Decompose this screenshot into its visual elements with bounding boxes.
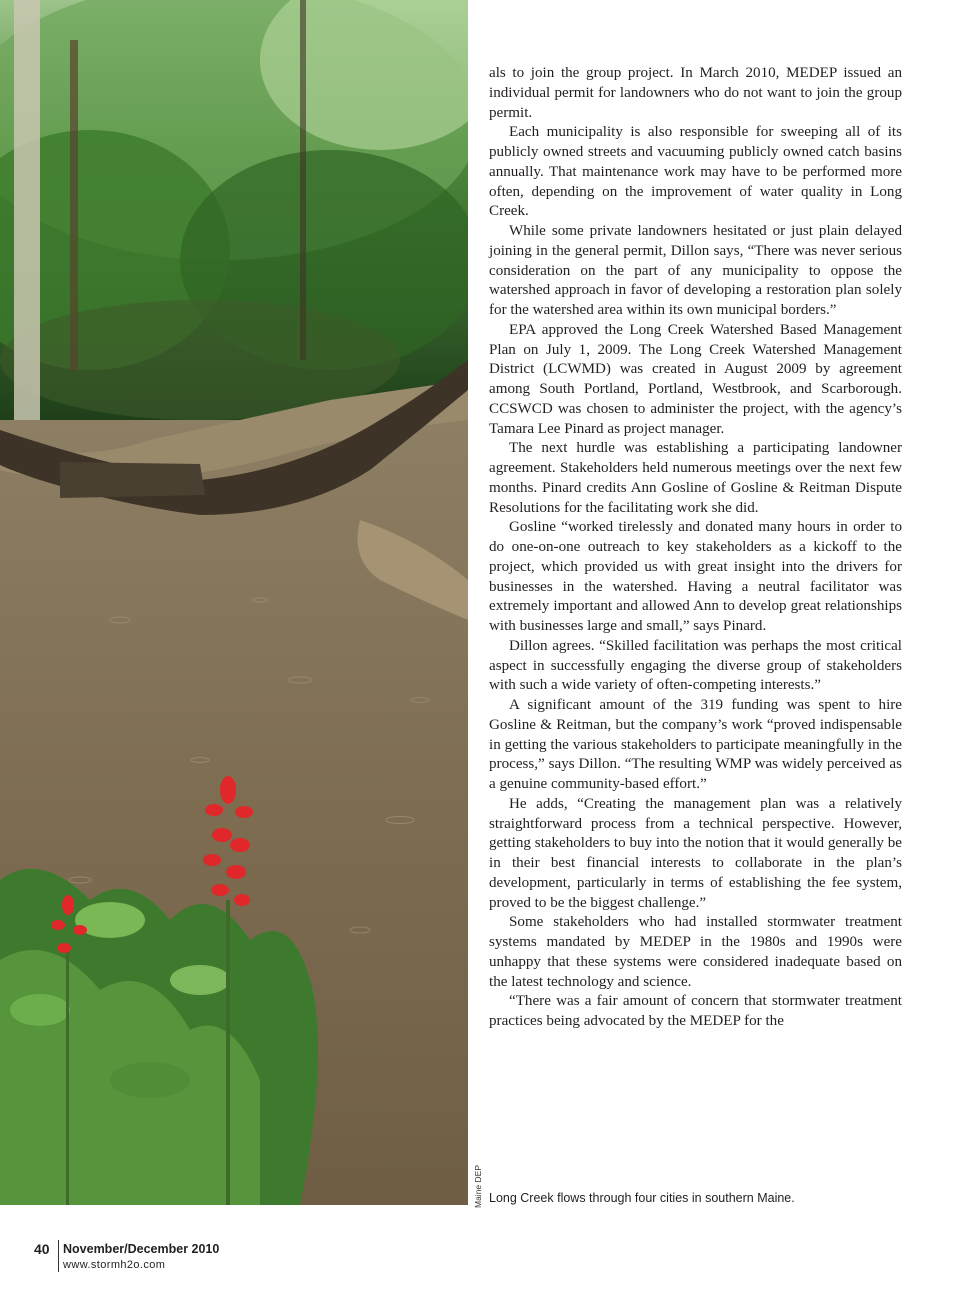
paragraph: A significant amount of the 319 funding was spent to hire Gosline & Reitman, but the company’s work “proved indispensable in getting the various stakeholders to participate meaningfully in the process,” says Dillon. “The resulting WMP was widely perceived as a genuine community-based effort.” [489, 697, 902, 792]
creek-photo [0, 0, 468, 1205]
website-link[interactable]: www.stormh2o.com [63, 1259, 166, 1271]
paragraph: “There was a fair amount of concern that stormwater treatment practices being advocated by the MEDEP for the [489, 993, 902, 1029]
paragraph: Some stakeholders who had installed stormwater treatment systems mandated by MEDEP in the 1980s and 1990s were unhappy that these systems were considered inadequate based on the latest technology and science. [489, 914, 902, 990]
issue-date: November/December 2010 [63, 1242, 220, 1256]
paragraph: The next hurdle was establishing a participating landowner agreement. Stakeholders held numerous meetings over the next few months. Pinard credits Ann Gosline of Gosline & Reitman Dispute Resolutions for the facilitating work she did. [489, 440, 902, 516]
paragraph: While some private landowners hesitated or just plain delayed joining in the general permit, Dillon says, “There was never serious consideration on the part of any municipality to oppose the watershed approach in favor of developing a restoration plan solely for the watershed area within its own municipal borders.” [489, 223, 902, 318]
paragraph: EPA approved the Long Creek Watershed Based Management Plan on July 1, 2009. The Long Creek Watershed Management District (LCWMD) was created in August 2009 by agreement among South Portland, Portland, Westbrook, and Scarborough. CCSWCD was chosen to administer the project, with the agency’s Tamara Lee Pinard as project manager. [489, 321, 902, 437]
page-number: 40 [34, 1241, 50, 1257]
paragraph: Each municipality is also responsible for sweeping all of its publicly owned streets and vacuuming publicly owned catch basins annually. That maintenance work may have to be performed more often, depending on the improvement of water quality in Long Creek. [489, 124, 902, 220]
photo-credit: Maine DEP [473, 1165, 483, 1208]
paragraph: als to join the group project. In March 2010, MEDEP issued an individual permit for landowners who do not want to join the group permit. [489, 65, 902, 121]
paragraph: Gosline “worked tirelessly and donated many hours in order to do one-on-one outreach to key stakeholders as a kickoff to the project, which provided us with great insight into the drivers for businesses in the watershed. Having a neutral facilitator was extremely important and allowed Ann to develop great relationships with businesses large and small,” says Pinard. [489, 519, 902, 634]
photo-caption: Long Creek flows through four cities in southern Maine. [489, 1191, 795, 1205]
article-body [489, 64, 902, 1032]
footer-divider [58, 1240, 59, 1272]
paragraph: He adds, “Creating the management plan was a relatively straightforward process from a technical perspective. However, getting stakeholders to buy into the notion that it would generally be in their best financial interests to collaborate in the plan’s development, particularly in terms of establishing the fee system, proved to be the biggest challenge.” [489, 795, 902, 911]
paragraph: Dillon agrees. “Skilled facilitation was perhaps the most critical aspect in successfully engaging the diverse group of stakeholders with such a wide variety of often-competing interests.” [489, 637, 902, 694]
